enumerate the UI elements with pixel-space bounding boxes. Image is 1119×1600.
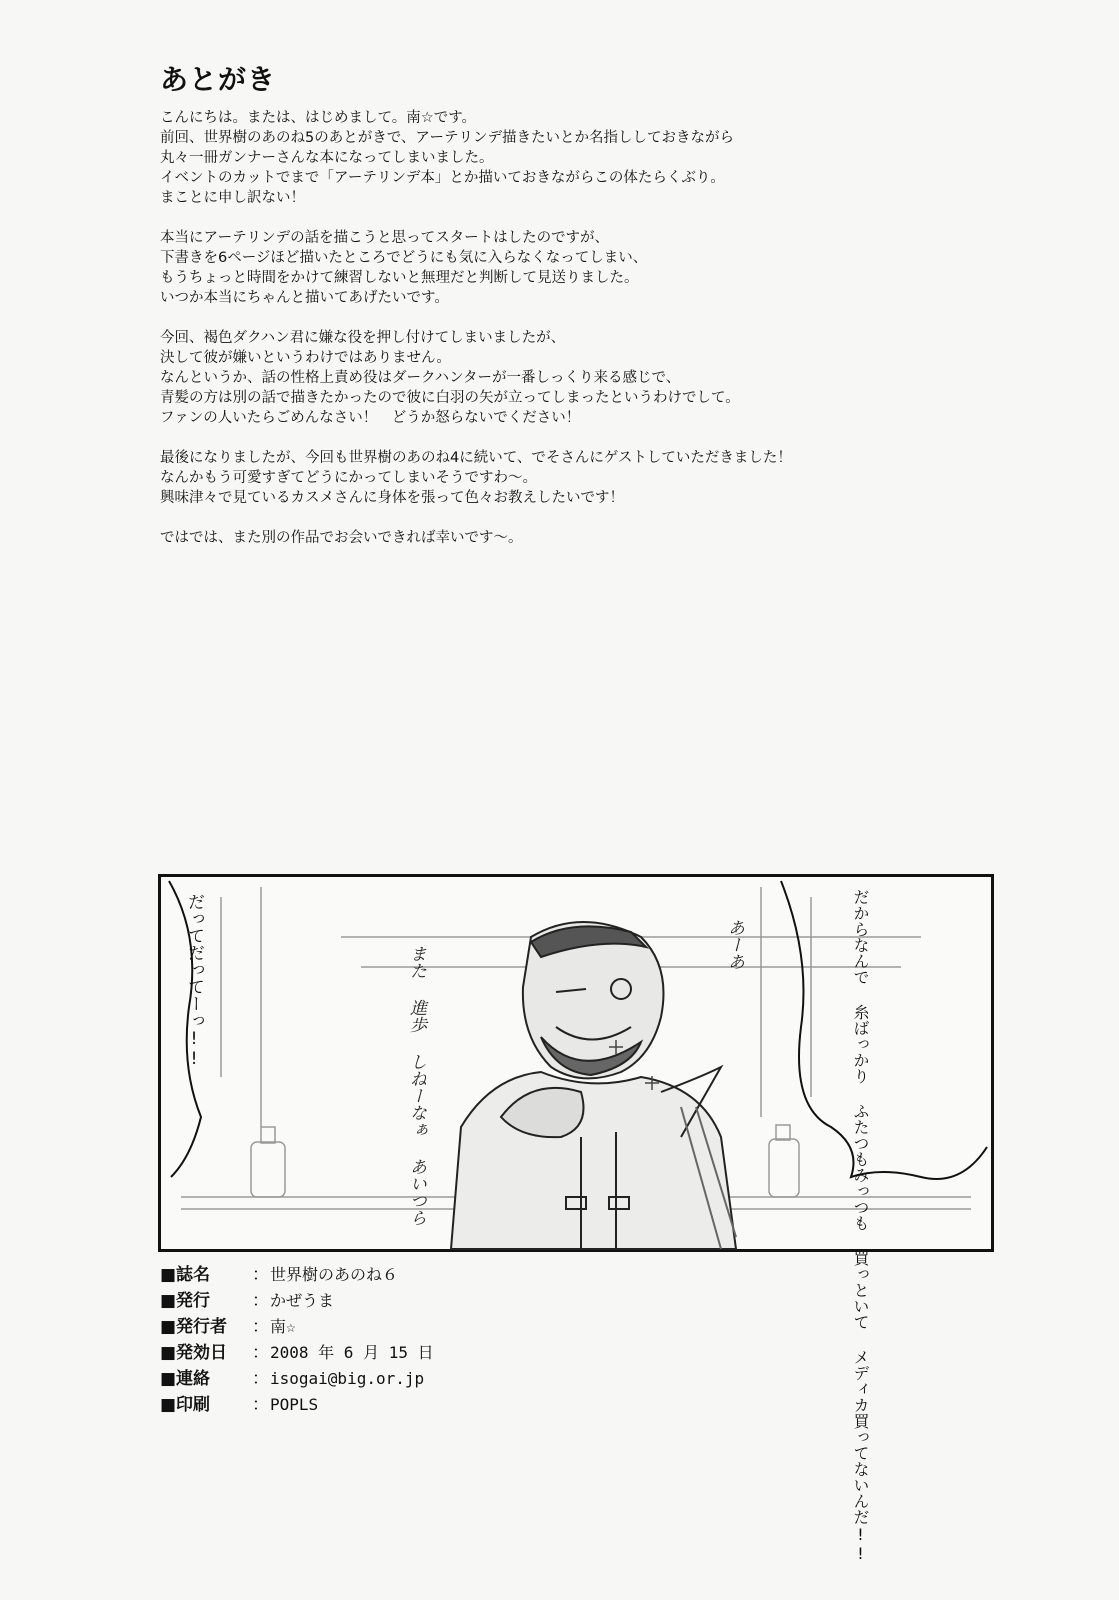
text-line: 最後になりましたが、今回も世界樹のあのね4に続いて、でそさんにゲストしていただきました！ — [160, 450, 792, 466]
text-line: 前回、世界樹のあのね5のあとがきで、アーテリンデ描きたいとか名指ししておきながら — [160, 130, 734, 146]
character-drawing — [451, 922, 736, 1249]
paragraph — [160, 528, 1060, 548]
colophon-value: POPLS — [270, 1395, 319, 1414]
speech-bubble-left — [183, 893, 205, 1193]
colophon-key: ■連絡 — [160, 1369, 211, 1389]
text-line: ではでは、また別の作品でお会いできれば幸いです～。 — [160, 530, 523, 546]
page-title: あとがき — [160, 63, 277, 96]
text-line: こんにちは。または、はじめまして。南☆です。 — [160, 110, 477, 126]
colophon-row — [160, 1314, 434, 1340]
bubble-line: だからなんで — [851, 889, 870, 985]
colophon-separator: ： — [252, 1291, 269, 1311]
colophon-row — [160, 1340, 434, 1366]
colophon-value: 南☆ — [270, 1317, 296, 1336]
text-line: 決して彼が嫌いというわけではありません。 — [160, 350, 451, 366]
text-line: 今回、褐色ダクハン君に嫌な役を押し付けてしまいましたが、 — [160, 330, 566, 346]
colophon-value: isogai@big.or.jp — [270, 1369, 425, 1388]
bubble-line: 買っといて — [851, 1250, 870, 1330]
paragraph — [160, 328, 1060, 428]
text-line: もうちょっと時間をかけて練習しないと無理だと判断して見送りました。 — [160, 270, 639, 286]
colophon-separator: ： — [252, 1317, 269, 1337]
colophon-row — [160, 1366, 434, 1392]
colophon — [160, 1262, 434, 1418]
mutter-line: 進歩 — [406, 999, 426, 1033]
handwritten-sigh — [719, 919, 749, 970]
text-line: ファンの人いたらごめんなさい！ どうか怒らないでください！ — [160, 410, 581, 426]
paragraph — [160, 108, 1060, 208]
colophon-key: ■発効日 — [160, 1343, 228, 1363]
colophon-separator: ： — [252, 1369, 269, 1389]
colophon-row — [160, 1288, 434, 1314]
afterword-body — [160, 108, 1060, 568]
text-line: 青髪の方は別の話で描きたかったので彼に白羽の矢が立ってしまったというわけでして。 — [160, 390, 740, 406]
mutter-line: しねーなぁ — [406, 1053, 426, 1138]
text-line: なんかもう可愛すぎてどうにかってしまいそうですわ～。 — [160, 470, 537, 486]
text-line: イベントのカットでまで「アーテリンデ本」とか描いておきながらこの体たらくぶり。 — [160, 170, 725, 186]
mutter-line: あいつら — [406, 1158, 426, 1226]
handwritten-mutter — [401, 945, 431, 1226]
paragraph — [160, 448, 1060, 508]
colophon-row — [160, 1392, 434, 1418]
colophon-key: ■印刷 — [160, 1395, 211, 1415]
colophon-separator: ： — [252, 1395, 269, 1415]
text-line: いつか本当にちゃんと描いてあげたいです。 — [160, 290, 449, 306]
bubble-line: 糸ばっかり — [851, 1004, 870, 1084]
colophon-separator: ： — [252, 1343, 269, 1363]
text-line: 丸々一冊ガンナーさんな本になってしまいました。 — [160, 150, 494, 166]
colophon-row — [160, 1262, 434, 1288]
colophon-key: ■発行者 — [160, 1317, 228, 1337]
colophon-separator: ： — [252, 1265, 269, 1285]
text-line: 興味津々で見ているカスメさんに身体を張って色々お教えしたいです！ — [160, 490, 624, 506]
speech-bubble-right — [849, 889, 871, 1563]
colophon-value: かぜうま — [270, 1291, 335, 1310]
bubble-line: ふたつもみっつも — [851, 1103, 870, 1231]
mutter-line: あーあ — [724, 919, 744, 970]
bubble-line: だってだってーっ!! — [184, 893, 204, 1069]
paragraph — [160, 228, 1060, 308]
text-line: 下書きを6ページほど描いたところでどうにも気に入らなくなってしまい、 — [160, 250, 648, 266]
text-line: まことに申し訳ない！ — [160, 190, 305, 206]
text-line: 本当にアーテリンデの話を描こうと思ってスタートはしたのですが、 — [160, 230, 610, 246]
mutter-line: また — [406, 945, 426, 979]
text-line: なんというか、話の性格上責め役はダークハンターが一番しっくり来る感じで、 — [160, 370, 681, 386]
colophon-value: 2008 年 6 月 15 日 — [270, 1343, 434, 1362]
bubble-line: メディカ買ってないんだ!! — [851, 1349, 870, 1563]
colophon-key: ■誌名 — [160, 1265, 211, 1285]
colophon-key: ■発行 — [160, 1291, 211, 1311]
colophon-value: 世界樹のあのね６ — [270, 1265, 399, 1284]
